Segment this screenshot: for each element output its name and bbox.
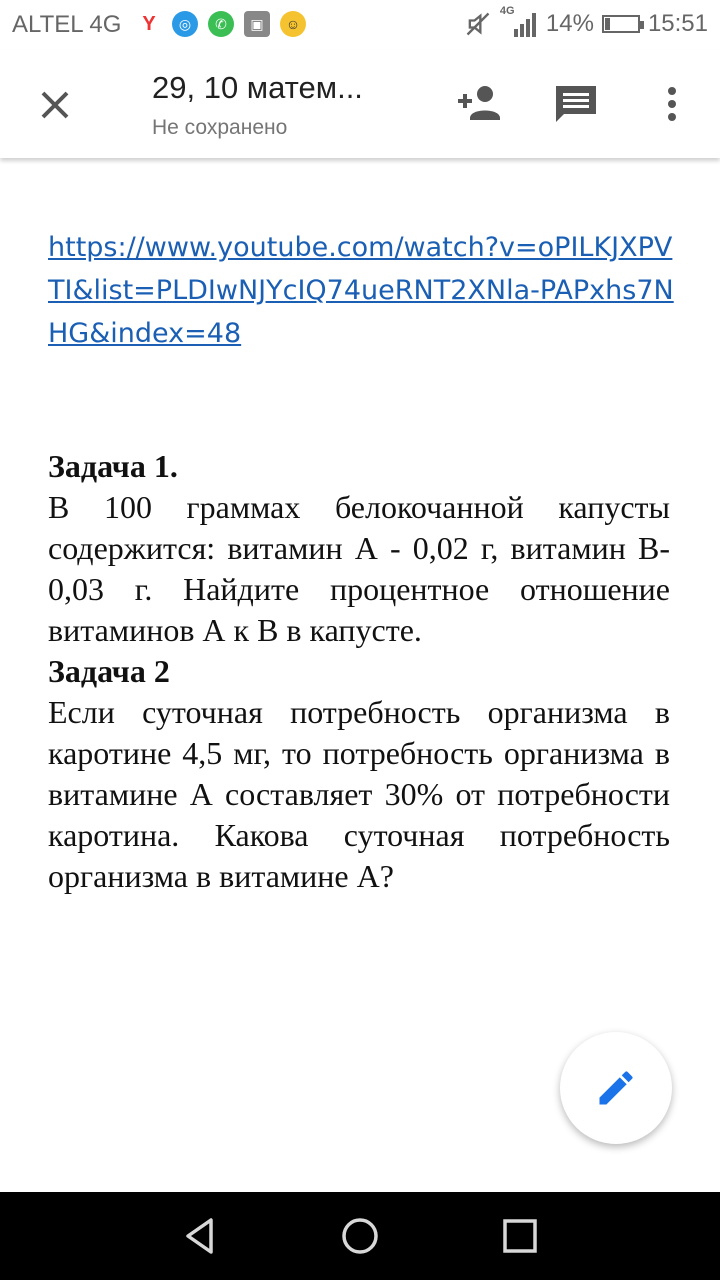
share-button[interactable] <box>452 78 508 128</box>
carrier-label: ALTEL 4G <box>12 11 122 38</box>
clock: 15:51 <box>647 10 708 37</box>
emoji-app-icon: ☺ <box>280 11 306 37</box>
task-2-heading: Задача 2 <box>48 653 170 689</box>
notification-icons <box>136 11 306 37</box>
document-title: 29, 10 матем... <box>152 70 363 105</box>
recents-icon <box>500 1216 540 1256</box>
edit-fab[interactable] <box>560 1032 672 1144</box>
document-body <box>48 446 670 897</box>
close-icon <box>30 80 80 130</box>
mute-icon <box>464 10 492 38</box>
home-icon <box>340 1216 380 1256</box>
edit-pencil-icon <box>594 1066 638 1110</box>
battery-icon <box>602 15 640 33</box>
close-button[interactable] <box>30 80 80 130</box>
navigation-bar <box>0 1192 720 1280</box>
system-icons <box>464 5 708 39</box>
back-button[interactable] <box>174 1210 226 1262</box>
comments-button[interactable] <box>550 80 602 130</box>
status-bar <box>0 0 720 50</box>
comment-icon <box>550 80 602 130</box>
battery-level <box>605 18 610 30</box>
app-bar <box>0 50 720 158</box>
gallery-icon: ▣ <box>244 11 270 37</box>
more-options-button[interactable] <box>650 80 694 130</box>
more-vert-icon <box>650 80 694 130</box>
task-2-text: Если суточная потребность организма в каротине 4,5 мг, то потребность организма в витамине А составляет 30% от потребности каротина. Какова суточная потребность организма в витамине А? <box>48 694 670 894</box>
network-type-label: 4G <box>499 5 515 17</box>
back-icon <box>180 1216 220 1256</box>
home-button[interactable] <box>334 1210 386 1262</box>
battery-percent: 14% <box>545 10 594 37</box>
add-person-icon <box>452 78 508 128</box>
save-status: Не сохранено <box>152 116 288 139</box>
task-1-text: В 100 граммах белокочанной капусты содержится: витамин А - 0,02 г, витамин В- 0,03 г. Найдите процентное отношение витаминов А к В в капусте. <box>48 489 670 648</box>
whatsapp-icon: ✆ <box>208 11 234 37</box>
youtube-link[interactable]: https://www.youtube.com/watch?v=oPILKJXPVTI&list=PLDIwNJYcIQ74ueRNT2XNla-PAPxhs7NHG&index=48 <box>48 232 674 349</box>
signal-icon <box>499 5 538 39</box>
swirl-app-icon: ◎ <box>172 11 198 37</box>
task-1-heading: Задача 1. <box>48 448 178 484</box>
recents-button[interactable] <box>494 1210 546 1262</box>
yandex-icon: Y <box>136 11 162 37</box>
